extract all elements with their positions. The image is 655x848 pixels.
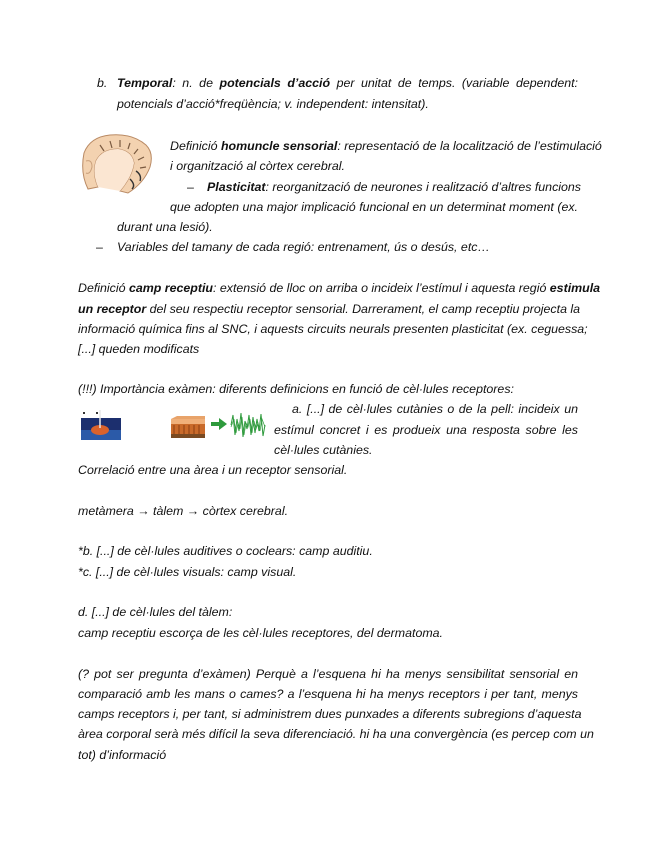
plasticitat-line-1: Plasticitat: reorganització de neurones i realització d’altres funcions <box>207 180 581 194</box>
camp-line-4: [...] queden modificats <box>78 342 200 356</box>
variables-text: Variables del tamany de cada regió: entrenament, ús o desús, etc… <box>117 240 490 254</box>
item-auditives: *b. [...] de cèl·lules auditives o coclears: camp auditiu. <box>78 544 373 558</box>
plasticitat-line-2: que adopten una major implicació funcional en un determinat moment (ex. <box>170 200 578 214</box>
receptor-image <box>81 410 121 440</box>
variables-dash: – <box>96 240 103 254</box>
spike-train-image <box>230 409 266 441</box>
plasticitat-line-3: durant una lesió). <box>117 220 213 234</box>
item-talem: d. [...] de cèl·lules del tàlem: <box>78 605 233 619</box>
camp-line-1: Definició camp receptiu: extensió de lloc on arriba o incideix l’estímul i aquesta regió estimula <box>78 281 601 295</box>
metamera-text: metàmera → tàlem → còrtex cerebral. <box>78 504 289 518</box>
item-visuals: *c. [...] de cèl·lules visuals: camp visual. <box>78 565 297 579</box>
homunculus-image <box>80 131 160 201</box>
pregunta-line-5: tot) d’informació <box>78 748 167 762</box>
homuncle-line-1: Definició homuncle sensorial: representació de la localització de l’estimulació <box>170 139 602 153</box>
pregunta-line-2: comparació amb les mans o cames? a l’esquena hi ha menys receptors i per tant, menys <box>78 687 578 701</box>
cutanies-line-2: estímul concret i es produeix una resposta sobre les <box>274 423 578 437</box>
item-b-line-2: potencials d’acció*freqüència; v. independent: intensitat). <box>117 97 429 111</box>
camp-line-3: informació química fins al SNC, i aquests circuits neurals presenten plasticitat (ex. ceguessa; <box>78 322 588 336</box>
homuncle-line-2: i organització al còrtex cerebral. <box>170 159 345 173</box>
plasticitat-dash: – <box>187 180 194 194</box>
cutanies-line-1: a. [...] de cèl·lules cutànies o de la pell: incideix un <box>292 402 578 416</box>
arrow-icon <box>211 418 227 430</box>
importancia-title: (!!!) Importància exàmen: diferents definicions en funció de cèl·lules receptores: <box>78 382 514 396</box>
correlacio-text: Correlació entre una àrea i un receptor sensorial. <box>78 463 348 477</box>
item-b-marker: b. <box>97 76 108 90</box>
camp-line-2: un receptor del seu respectiu receptor sensorial. Darrerament, el camp receptiu projecta la <box>78 302 581 316</box>
skin-block-image <box>171 416 205 438</box>
pregunta-line-4: àrea corporal serà més difícil la seva diferenciació. hi ha una convergència (es percep com un <box>78 727 594 741</box>
pregunta-line-3: camps receptors i, per tant, si administrem dues punxades a diferents subregions d’aquesta <box>78 707 582 721</box>
cutanies-line-3: cèl·lules cutànies. <box>274 443 373 457</box>
item-escorca: camp receptiu escorça de les cèl·lules receptores, del dermatoma. <box>78 626 444 640</box>
pregunta-line-1: (? pot ser pregunta d’exàmen) Perquè a l’esquena hi ha menys sensibilitat sensorial en <box>78 667 578 681</box>
item-b-line-1: Temporal: n. de potencials d’acció per unitat de temps. (variable dependent: <box>117 76 579 90</box>
